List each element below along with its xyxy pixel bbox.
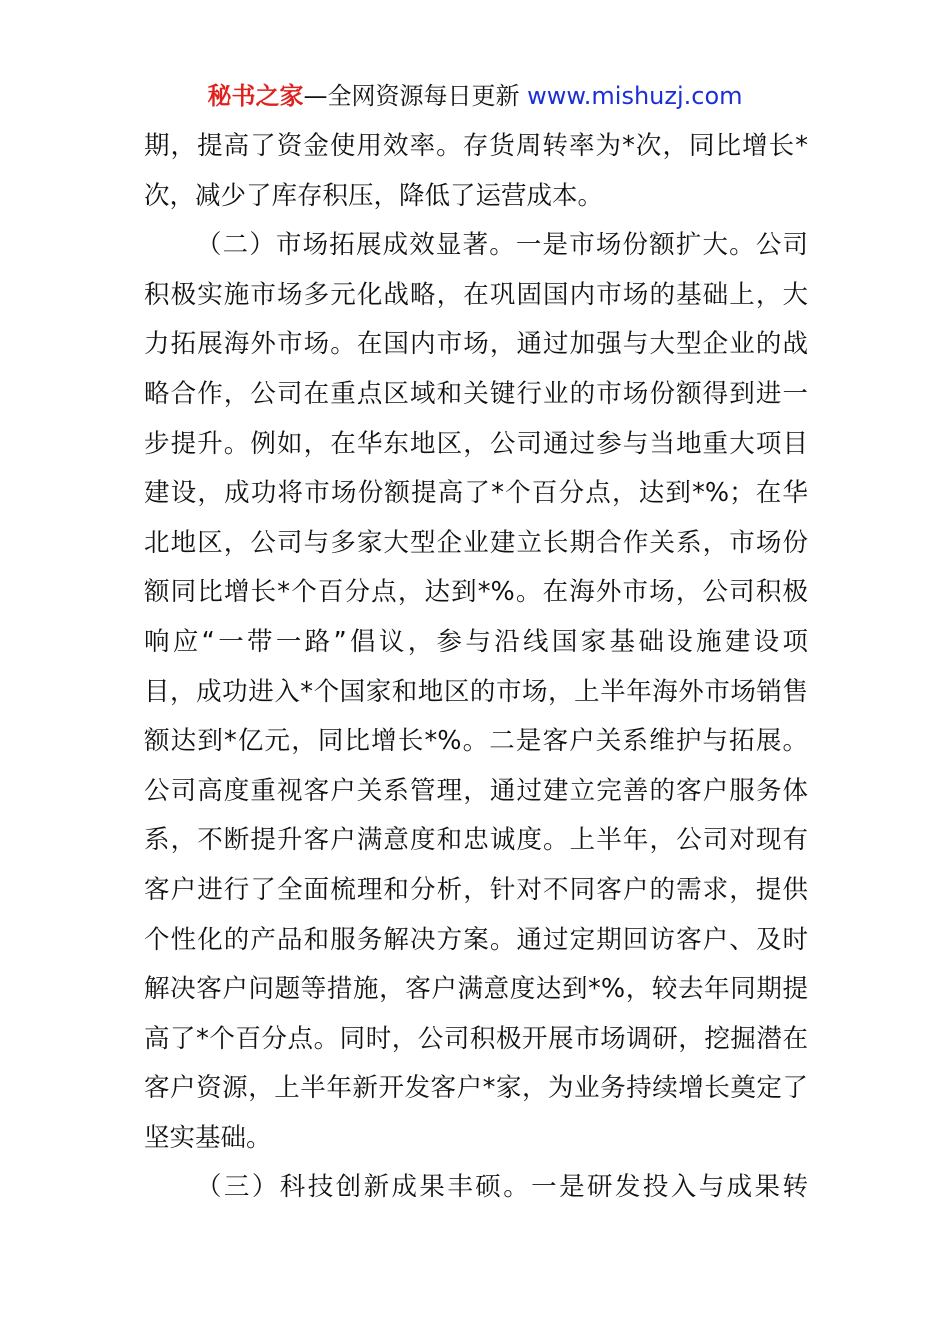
- text-line: 期，提高了资金使用效率。存货周转率为*次，同比增长*: [144, 131, 808, 161]
- text-line: 响应“一带一路”倡议，参与沿线国家基础设施建设项: [144, 626, 808, 657]
- text-line: 解决客户问题等措施，客户满意度达到*%，较去年同期提: [144, 974, 808, 1005]
- text-line: 客户进行了全面梳理和分析，针对不同客户的需求，提供: [144, 874, 808, 905]
- text-line: 建设，成功将市场份额提高了*个百分点，达到*%；在华: [144, 478, 808, 509]
- text-line: 额达到*亿元，同比增长*%。二是客户关系维护与拓展。: [144, 726, 808, 757]
- text-line: 次，减少了库存积压，降低了运营成本。: [144, 180, 604, 211]
- page-header: [0, 80, 950, 112]
- text-line: 客户资源，上半年新开发客户*家，为业务持续增长奠定了: [144, 1073, 808, 1104]
- text-line: 坚实基础。: [144, 1122, 272, 1153]
- section-heading-line: （二）市场拓展成效显著。一是市场份额扩大。公司: [196, 230, 808, 261]
- text-line: 北地区，公司与多家大型企业建立长期合作关系，市场份: [144, 527, 808, 558]
- text-line: 目，成功进入*个国家和地区的市场，上半年海外市场销售: [144, 676, 808, 707]
- text-line: 额同比增长*个百分点，达到*%。在海外市场，公司积极: [144, 577, 808, 608]
- site-tagline: —全网资源每日更新: [303, 82, 520, 110]
- text-line: 积极实施市场多元化战略，在巩固国内市场的基础上，大: [144, 279, 808, 310]
- site-url-link[interactable]: www.mishuzj.com: [527, 82, 743, 110]
- text-line: 个性化的产品和服务解决方案。通过定期回访客户、及时: [144, 924, 808, 955]
- text-line: 公司高度重视客户关系管理，通过建立完善的客户服务体: [144, 775, 808, 806]
- site-brand: 秘书之家: [207, 82, 304, 110]
- document-body: [144, 122, 808, 1213]
- text-line: 高了*个百分点。同时，公司积极开展市场调研，挖掘潜在: [144, 1023, 808, 1054]
- text-line: 略合作，公司在重点区域和关键行业的市场份额得到进一: [144, 378, 808, 409]
- text-line: 力拓展海外市场。在国内市场，通过加强与大型企业的战: [144, 329, 808, 360]
- section-heading-line: （三）科技创新成果丰硕。一是研发投入与成果转: [196, 1172, 808, 1203]
- text-line: 步提升。例如，在华东地区，公司通过参与当地重大项目: [144, 428, 808, 459]
- text-line: 系，不断提升客户满意度和忠诚度。上半年，公司对现有: [144, 825, 808, 856]
